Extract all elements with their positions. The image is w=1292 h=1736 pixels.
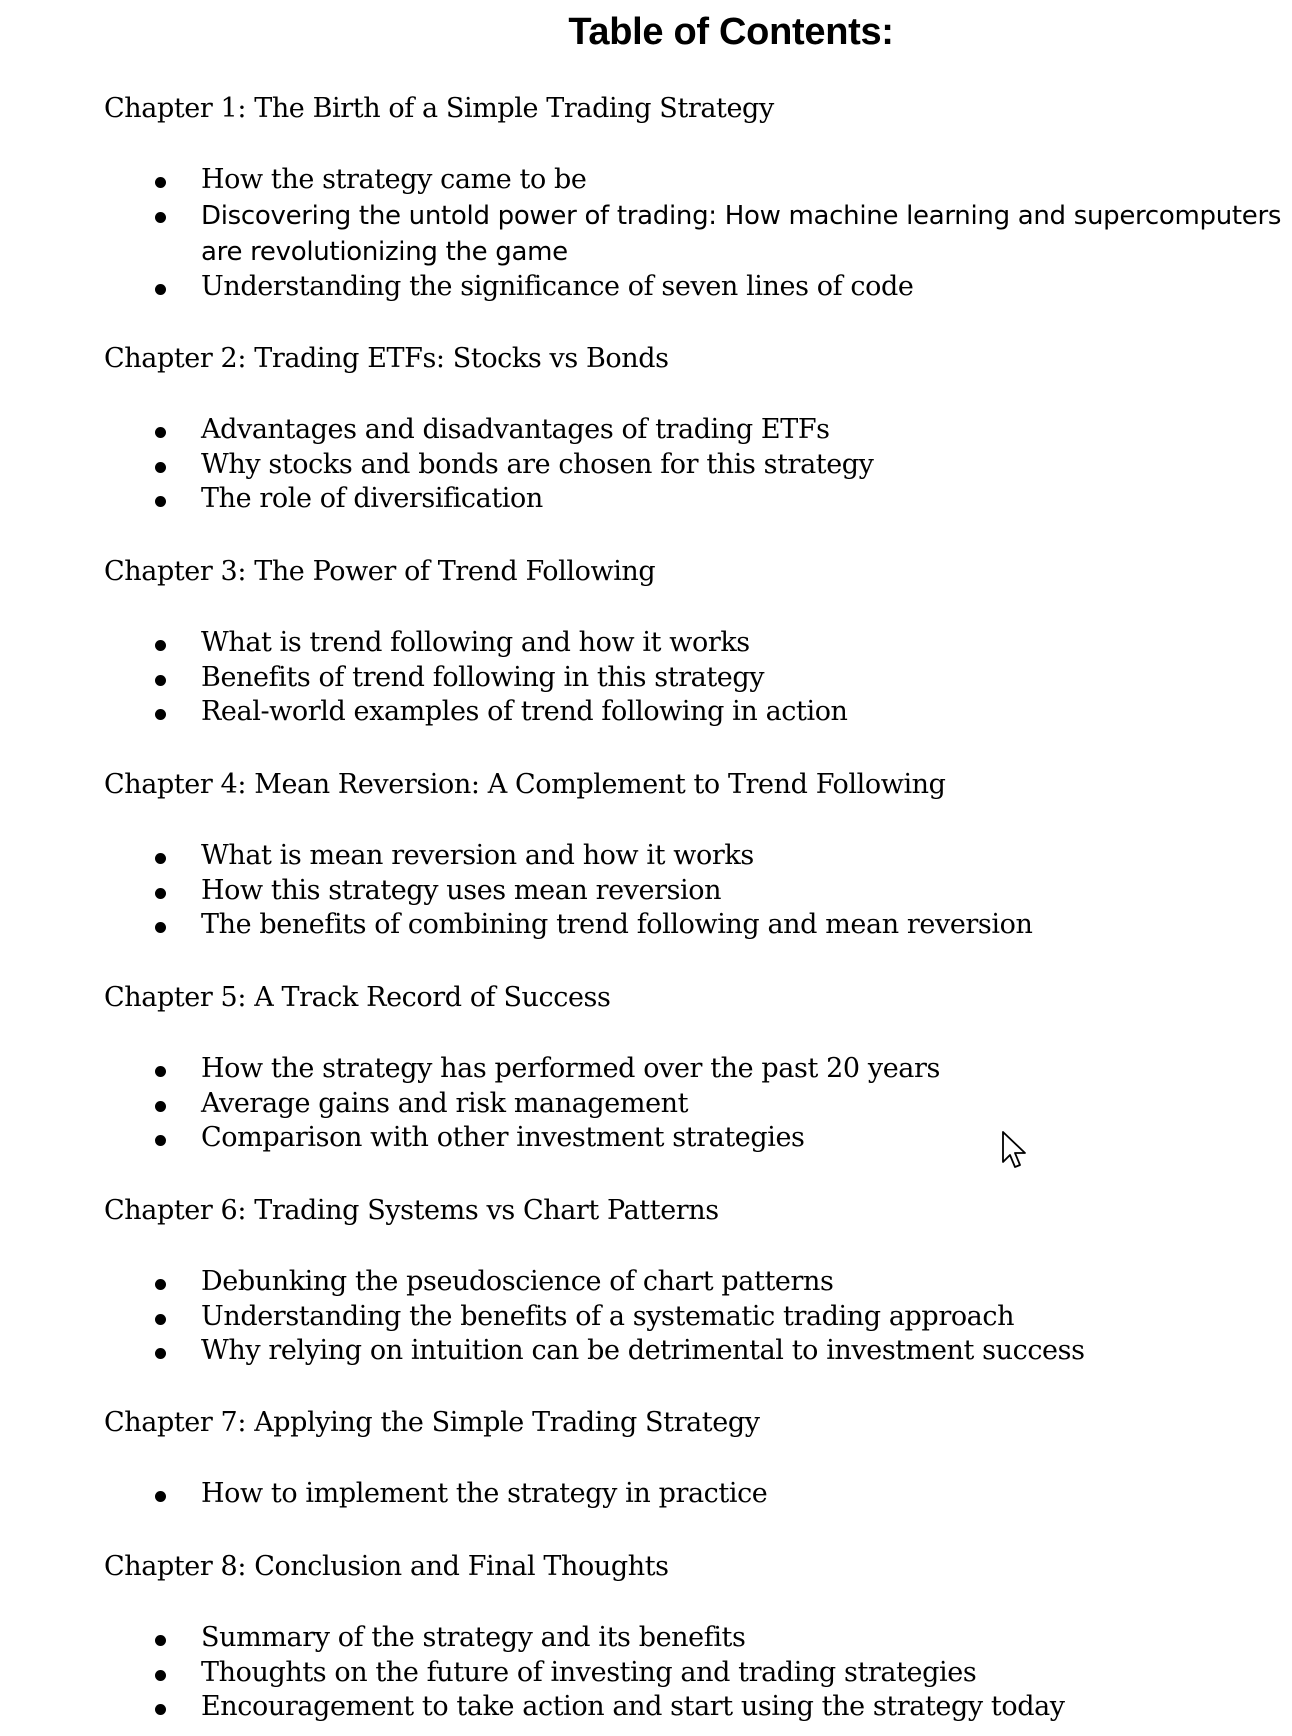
bullet-icon xyxy=(155,1670,166,1681)
list-item xyxy=(104,270,1284,305)
bullet-list xyxy=(104,1052,1284,1156)
list-item xyxy=(104,448,1284,483)
list-item-text: Why stocks and bonds are chosen for this strategy xyxy=(201,448,874,480)
bullet-icon xyxy=(155,427,166,438)
list-item xyxy=(104,163,1284,198)
list-item-text: Understanding the benefits of a systematic trading approach xyxy=(201,1300,1015,1332)
bullet-icon xyxy=(155,922,166,933)
list-item-text: Debunking the pseudoscience of chart patterns xyxy=(201,1266,834,1297)
bullet-list xyxy=(104,413,1284,517)
bullet-icon xyxy=(155,675,166,686)
list-item-text: Understanding the significance of seven lines of code xyxy=(201,270,914,302)
bullet-icon xyxy=(155,177,166,188)
list-item-text: Advantages and disadvantages of trading ETFs xyxy=(201,414,830,445)
list-item xyxy=(104,413,1284,448)
list-item-text: The benefits of combining trend following and mean reversion xyxy=(201,909,1033,940)
list-item xyxy=(104,1621,1284,1656)
bullet-icon xyxy=(155,1635,166,1646)
chapter-5 xyxy=(104,980,1284,1156)
bullet-list xyxy=(104,626,1284,730)
chapter-2 xyxy=(104,341,1284,517)
list-item xyxy=(104,874,1284,909)
bullet-icon xyxy=(155,1348,166,1359)
bullet-icon xyxy=(155,1135,166,1146)
chapter-heading: Chapter 8: Conclusion and Final Thoughts xyxy=(104,1551,669,1582)
chapter-1 xyxy=(104,91,1284,304)
chapter-3 xyxy=(104,554,1284,730)
list-item xyxy=(104,1087,1284,1122)
list-item-text: Why relying on intuition can be detrimental to investment success xyxy=(201,1335,1085,1366)
bullet-icon xyxy=(155,284,166,295)
list-item-text: Summary of the strategy and its benefits xyxy=(201,1622,746,1653)
list-item-text: Real-world examples of trend following in action xyxy=(201,696,848,727)
list-item xyxy=(104,198,1292,270)
list-item xyxy=(104,482,1284,517)
bullet-list xyxy=(104,839,1284,943)
chapter-heading: Chapter 6: Trading Systems vs Chart Patterns xyxy=(104,1195,719,1226)
bullet-list xyxy=(104,1621,1284,1725)
chapter-heading: Chapter 7: Applying the Simple Trading Strategy xyxy=(104,1407,760,1438)
chapter-heading: Chapter 4: Mean Reversion: A Complement to Trend Following xyxy=(104,769,946,800)
list-item-text: Average gains and risk management xyxy=(201,1087,689,1119)
list-item xyxy=(104,1300,1284,1335)
bullet-icon xyxy=(155,462,166,473)
list-item-text: How to implement the strategy in practice xyxy=(201,1478,768,1509)
chapter-heading: Chapter 1: The Birth of a Simple Trading Strategy xyxy=(104,93,774,124)
bullet-icon xyxy=(155,212,166,223)
chapter-4 xyxy=(104,767,1284,943)
page-title: Table of Contents: xyxy=(568,11,894,53)
bullet-icon xyxy=(155,888,166,899)
list-item xyxy=(104,1690,1284,1725)
chapter-8 xyxy=(104,1549,1284,1725)
list-item-text: How this strategy uses mean reversion xyxy=(201,874,722,906)
bullet-icon xyxy=(155,709,166,720)
bullet-icon xyxy=(155,1066,166,1077)
bullet-list xyxy=(104,163,1284,304)
chapter-6 xyxy=(104,1193,1284,1369)
list-item xyxy=(104,695,1284,730)
bullet-icon xyxy=(155,1704,166,1715)
bullet-list xyxy=(104,1265,1284,1369)
list-item-text: Comparison with other investment strategies xyxy=(201,1122,805,1153)
list-item-text: How the strategy came to be xyxy=(201,164,587,195)
bullet-icon xyxy=(155,1279,166,1290)
chapter-heading: Chapter 5: A Track Record of Success xyxy=(104,982,611,1013)
bullet-icon xyxy=(155,496,166,507)
list-item-text: Benefits of trend following in this strategy xyxy=(201,661,765,693)
list-item xyxy=(104,661,1284,696)
chapter-heading: Chapter 3: The Power of Trend Following xyxy=(104,556,656,587)
bullet-icon xyxy=(155,1101,166,1112)
list-item-text: Discovering the untold power of trading: How machine learning and supercomputers are revolutionizing the game xyxy=(201,200,1282,267)
list-item xyxy=(104,1334,1284,1369)
list-item xyxy=(104,839,1284,874)
mouse-pointer-icon xyxy=(1001,1130,1031,1170)
list-item-text: How the strategy has performed over the past 20 years xyxy=(201,1053,940,1084)
list-item-text: What is mean reversion and how it works xyxy=(201,840,754,871)
list-item-text: What is trend following and how it works xyxy=(201,627,750,658)
list-item-text: The role of diversification xyxy=(201,483,543,514)
chapter-heading: Chapter 2: Trading ETFs: Stocks vs Bonds xyxy=(104,343,669,374)
chapter-7 xyxy=(104,1405,1284,1512)
list-item-text: Encouragement to take action and start using the strategy today xyxy=(201,1691,1065,1722)
bullet-icon xyxy=(155,1314,166,1325)
bullet-icon xyxy=(155,1491,166,1502)
list-item-text: Thoughts on the future of investing and trading strategies xyxy=(201,1656,977,1688)
list-item xyxy=(104,1477,1284,1512)
list-item xyxy=(104,1656,1284,1691)
list-item xyxy=(104,626,1284,661)
list-item xyxy=(104,908,1284,943)
list-item xyxy=(104,1121,1284,1156)
bullet-list xyxy=(104,1477,1284,1512)
list-item xyxy=(104,1052,1284,1087)
bullet-icon xyxy=(155,853,166,864)
bullet-icon xyxy=(155,640,166,651)
list-item xyxy=(104,1265,1284,1300)
